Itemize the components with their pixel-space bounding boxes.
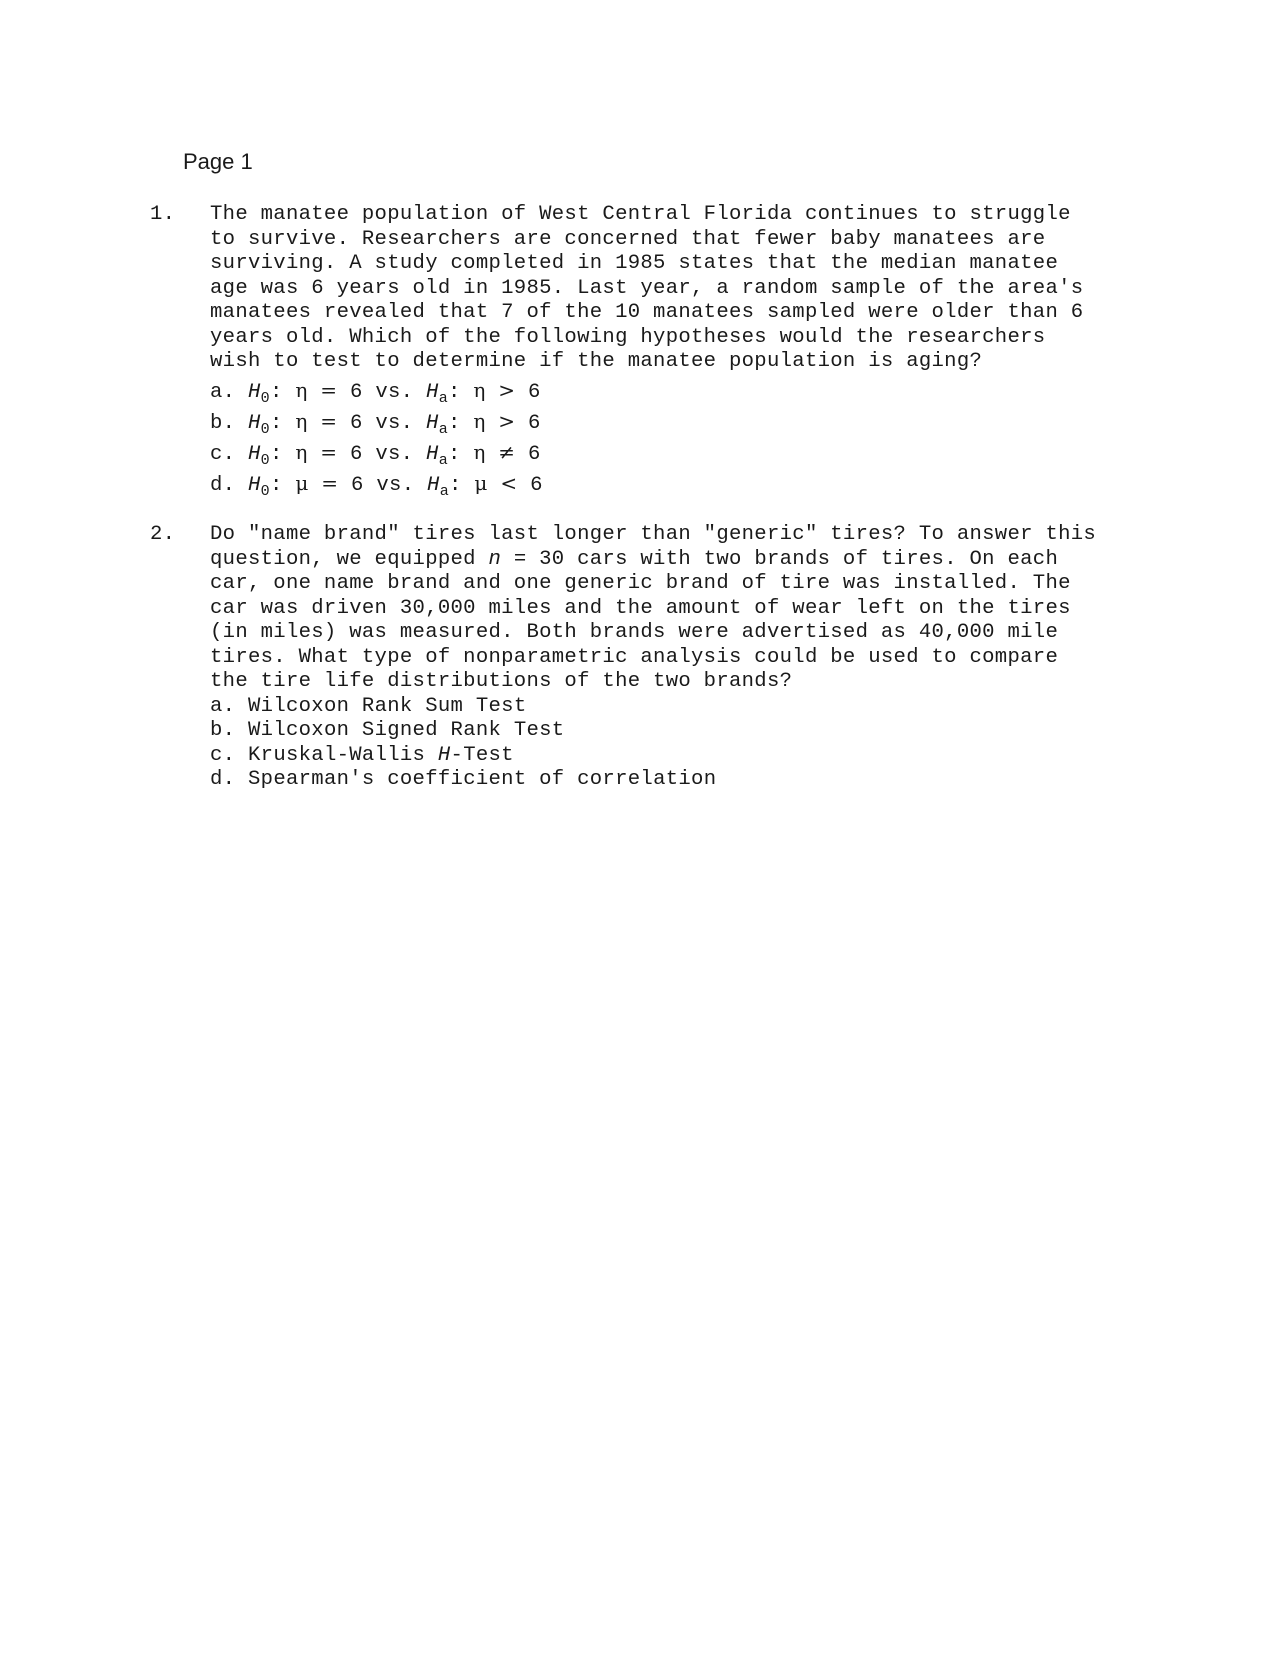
alternative-hypothesis-symbol: $H_a$	[426, 442, 448, 469]
answer-option-d	[210, 768, 1210, 793]
question-text-line: manatees revealed that 7 of the 10 manatees sampled were older than 6	[210, 301, 1084, 324]
answer-option-c: c. $H_0$: η = 6 vs. $H_a$: η ≠ 6	[210, 439, 541, 469]
question-text-line: car was driven 30,000 miles and the amount of wear left on the tires	[210, 596, 1071, 620]
answer-option-b	[210, 719, 1210, 744]
null-hypothesis-symbol: $H_0$	[248, 442, 270, 469]
answer-option-d: d. $H_0$: μ = 6 vs. $H_a$: μ < 6	[210, 470, 543, 500]
option-letter: c.	[210, 442, 236, 466]
question-body	[210, 523, 1210, 793]
option-letter: a.	[210, 380, 236, 404]
null-hypothesis-symbol: $H_0$	[248, 380, 270, 407]
question-number: 2.	[150, 523, 176, 546]
option-letter: b.	[210, 411, 236, 435]
option-letter: d.	[210, 768, 236, 791]
question-text-line: age was 6 years old in 1985. Last year, a random sample of the area's	[210, 276, 1084, 300]
question-text-line: wish to test to determine if the manatee population is aging?	[210, 350, 983, 373]
question-text-line: to survive. Researchers are concerned that fewer baby manatees are	[210, 227, 1046, 251]
alternative-hypothesis-symbol: $H_a$	[426, 380, 448, 407]
null-hypothesis-symbol: $H_0$	[248, 411, 270, 438]
parameter-symbol: η	[473, 408, 486, 433]
null-hypothesis-symbol: $H_0$	[248, 473, 270, 500]
question-text-line: question, we equipped n = 30 cars with two brands of tires. On each	[210, 547, 1059, 571]
question-text-line: The manatee population of West Central Florida continues to struggle	[210, 203, 1071, 226]
parameter-symbol: μ	[474, 470, 488, 495]
sample-size-variable: n	[488, 547, 502, 571]
answer-option-b: b. $H_0$: η = 6 vs. $H_a$: η > 6	[210, 408, 541, 438]
option-letter: b.	[210, 719, 236, 742]
answer-option-c: c. Kruskal-Wallis H-Test	[210, 743, 514, 767]
parameter-symbol: η	[295, 439, 308, 464]
option-text: Spearman's coefficient of correlation	[248, 768, 717, 791]
answer-option-a	[210, 695, 1210, 720]
parameter-symbol: η	[295, 377, 308, 402]
parameter-symbol: η	[473, 439, 486, 464]
question-text-line: the tire life distributions of the two brands?	[210, 670, 793, 693]
question-text-line: Do "name brand" tires last longer than "generic" tires? To answer this	[210, 523, 1097, 546]
answer-option-a: a. $H_0$: η = 6 vs. $H_a$: η > 6	[210, 377, 541, 407]
question-text-line: (in miles) was measured. Both brands were advertised as 40,000 mile	[210, 621, 1059, 644]
test-statistic-variable: H	[437, 743, 451, 767]
parameter-symbol: η	[295, 408, 308, 433]
question-text-line: car, one name brand and one generic brand of tire was installed. The	[210, 572, 1071, 595]
question-text-line: tires. What type of nonparametric analysis could be used to compare	[210, 645, 1059, 669]
option-letter: a.	[210, 694, 236, 718]
question-body	[210, 203, 1210, 499]
question-text-line: surviving. A study completed in 1985 states that the median manatee	[210, 252, 1059, 275]
alternative-hypothesis-symbol: $H_a$	[427, 473, 450, 500]
parameter-symbol: μ	[295, 470, 309, 495]
option-text: Wilcoxon Signed Rank Test	[248, 719, 565, 742]
option-letter: d.	[210, 473, 236, 497]
page-label: Page 1	[183, 149, 253, 174]
question-text-line: years old. Which of the following hypotheses would the researchers	[210, 325, 1046, 349]
option-letter: c.	[210, 743, 236, 767]
question-number: 1.	[150, 203, 176, 226]
option-text: Wilcoxon Rank Sum Test	[248, 694, 527, 718]
alternative-hypothesis-symbol: $H_a$	[426, 411, 448, 438]
parameter-symbol: η	[473, 377, 486, 402]
